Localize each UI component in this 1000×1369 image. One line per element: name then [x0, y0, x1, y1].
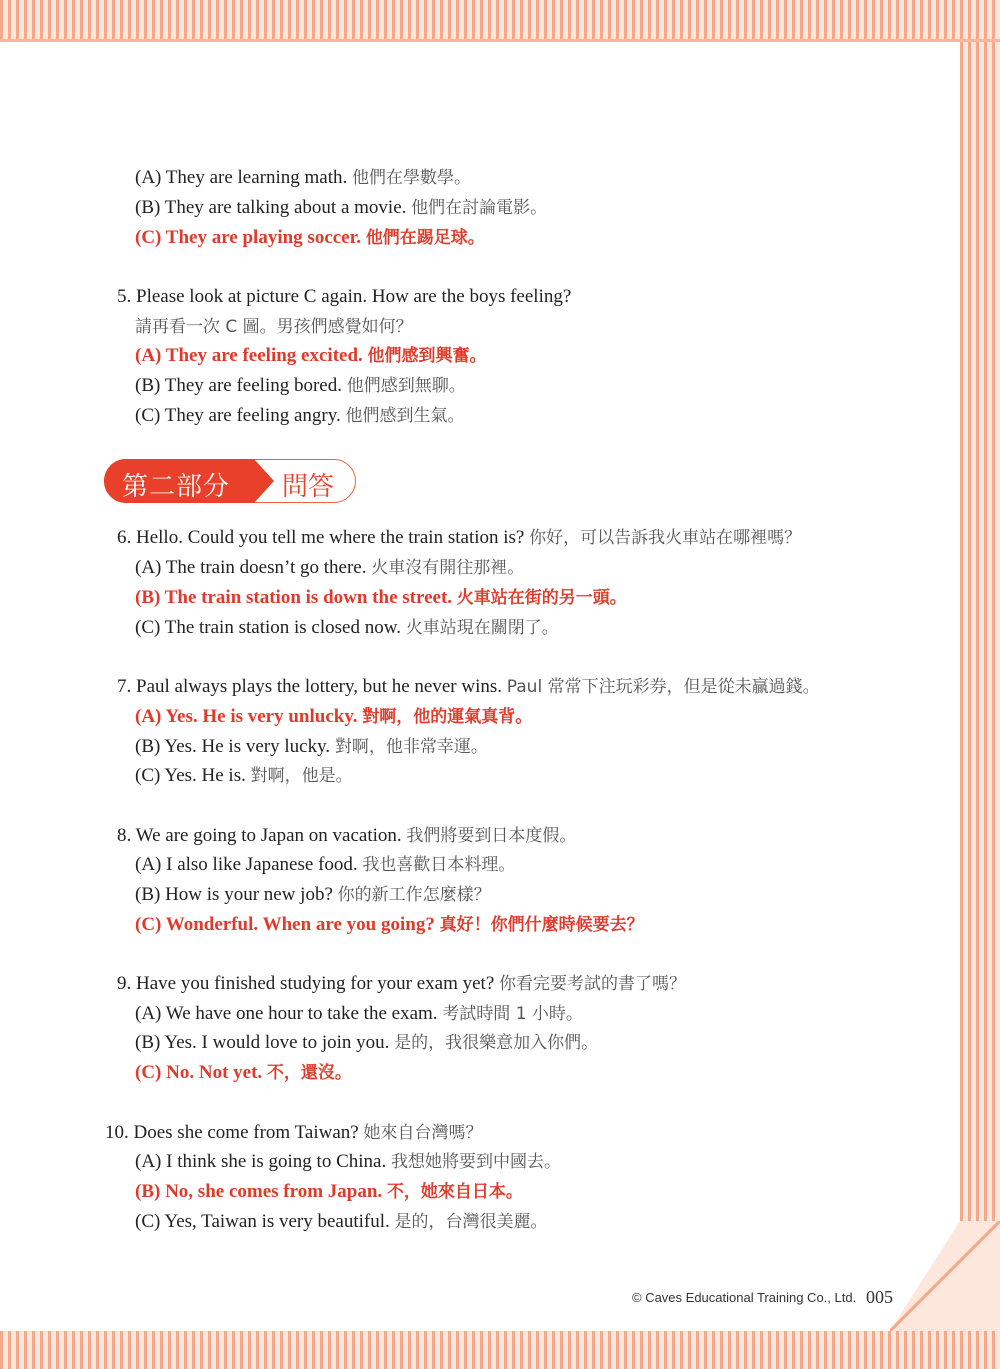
right-stripe-border [960, 42, 1000, 1331]
option-zh: 不，她來自日本。 [386, 1182, 523, 1202]
q7-option-b [135, 735, 488, 759]
question-number: 8. [117, 825, 132, 846]
q6-question [117, 526, 801, 550]
option-zh: 對啊，他是。 [250, 766, 353, 786]
option-en: (C) They are playing soccer. [135, 227, 362, 248]
question-number: 6. [117, 527, 132, 548]
q10-question [105, 1121, 482, 1145]
option-en: (B) No, she comes from Japan. [135, 1181, 383, 1202]
q4-option-a [135, 166, 471, 190]
q5-option-b [135, 374, 466, 398]
option-zh: 他們在學數學。 [352, 168, 472, 188]
q6-option-a [135, 556, 524, 580]
option-zh: 他們感到生氣。 [345, 406, 465, 426]
q9-question [117, 972, 686, 996]
option-en: (B) The train station is down the street. [135, 587, 453, 608]
option-zh: 你的新工作怎麼樣？ [337, 885, 491, 905]
question-en: We are going to Japan on vacation. [135, 825, 402, 846]
question-zh: 請再看一次 C 圖。男孩們感覺如何？ [135, 317, 413, 337]
q9-option-c-correct [135, 1061, 352, 1085]
option-en: (A) I think she is going to China. [135, 1151, 387, 1172]
option-en: (C) The train station is closed now. [135, 617, 401, 638]
q7-option-a-correct [135, 705, 532, 729]
option-en: (A) They are learning math. [135, 167, 348, 188]
option-zh: 他們在踢足球。 [365, 228, 485, 248]
question-en: Paul always plays the lottery, but he never wins. [136, 676, 503, 697]
option-en: (B) They are talking about a movie. [135, 197, 407, 218]
option-en: (A) They are feeling excited. [135, 345, 363, 366]
option-zh: 考試時間 1 小時。 [442, 1004, 583, 1024]
option-en: (A) Yes. He is very unlucky. [135, 706, 358, 727]
q5-option-a-correct [135, 344, 487, 368]
q9-option-a [135, 1002, 583, 1026]
page-corner-fold [890, 1221, 1000, 1331]
option-zh: 火車站在街的另一頭。 [456, 588, 627, 608]
q5-question-zh [135, 315, 413, 339]
question-number: 7. [117, 676, 132, 697]
option-zh: 不，還沒。 [266, 1063, 352, 1083]
q8-option-c-correct [135, 913, 644, 937]
top-stripe-border [0, 0, 1000, 42]
question-en: Does she come from Taiwan? [133, 1122, 359, 1143]
option-zh: 是的，我很樂意加入你們。 [394, 1033, 599, 1053]
question-en: Please look at picture C again. How are the boys feeling? [136, 286, 572, 307]
option-zh: 他們感到無聊。 [346, 376, 466, 396]
question-zh: 你看完要考試的書了嗎？ [499, 974, 687, 994]
bottom-stripe-border [0, 1331, 1000, 1369]
option-zh: 是的，台灣很美麗。 [394, 1212, 548, 1232]
option-zh: 火車沒有開往那裡。 [371, 558, 525, 578]
option-en: (A) The train doesn’t go there. [135, 557, 367, 578]
section-subtitle: 問答 [282, 472, 335, 502]
q8-option-a [135, 853, 515, 877]
q10-option-a [135, 1150, 561, 1174]
q7-option-c [135, 764, 353, 788]
option-zh: 他們在討論電影。 [411, 198, 548, 218]
q8-option-b [135, 883, 491, 907]
question-zh: 我們將要到日本度假。 [406, 826, 577, 846]
option-en: (A) I also like Japanese food. [135, 854, 358, 875]
q10-option-c [135, 1210, 548, 1234]
option-zh: 他們感到興奮。 [367, 346, 487, 366]
option-zh: 我也喜歡日本料理。 [362, 855, 516, 875]
q4-option-c-correct [135, 226, 485, 250]
q6-option-c [135, 616, 559, 640]
q9-option-b [135, 1031, 598, 1055]
option-zh: 火車站現在關閉了。 [405, 618, 559, 638]
question-en: Hello. Could you tell me where the train station is? [136, 527, 525, 548]
option-zh: 真好！你們什麼時候要去？ [439, 915, 644, 935]
option-en: (A) We have one hour to take the exam. [135, 1003, 438, 1024]
q4-option-b [135, 196, 547, 220]
q8-question [117, 824, 576, 848]
option-en: (C) Yes, Taiwan is very beautiful. [135, 1211, 390, 1232]
question-number: 9. [117, 973, 132, 994]
question-en: Have you finished studying for your exam yet? [136, 973, 495, 994]
page-number: 005 [866, 1287, 893, 1307]
q10-option-b-correct [135, 1180, 523, 1204]
option-en: (C) No. Not yet. [135, 1062, 263, 1083]
option-en: (B) They are feeling bored. [135, 375, 342, 396]
option-zh: 對啊，他非常幸運。 [334, 737, 488, 757]
question-number: 5. [117, 286, 132, 307]
q7-question [117, 675, 820, 699]
q6-option-b-correct [135, 586, 627, 610]
option-en: (C) Yes. He is. [135, 765, 246, 786]
section-header [104, 459, 356, 503]
option-en: (C) Wonderful. When are you going? [135, 914, 435, 935]
option-en: (B) Yes. He is very lucky. [135, 736, 331, 757]
option-en: (C) They are feeling angry. [135, 405, 341, 426]
option-zh: 對啊，他的運氣真背。 [362, 707, 533, 727]
footer-copyright: © Caves Educational Training Co., Ltd. [632, 1290, 857, 1305]
question-zh: Paul 常常下注玩彩券，但是從未贏過錢。 [506, 677, 820, 697]
option-en: (B) How is your new job? [135, 884, 333, 905]
q5-question [117, 285, 571, 309]
option-en: (B) Yes. I would love to join you. [135, 1032, 390, 1053]
section-title: 第二部分 [122, 472, 231, 502]
option-zh: 我想她將要到中國去。 [390, 1152, 561, 1172]
question-zh: 你好，可以告訴我火車站在哪裡嗎？ [529, 528, 802, 548]
question-number: 10. [105, 1122, 129, 1143]
question-zh: 她來自台灣嗎？ [363, 1123, 483, 1143]
q5-option-c [135, 404, 465, 428]
